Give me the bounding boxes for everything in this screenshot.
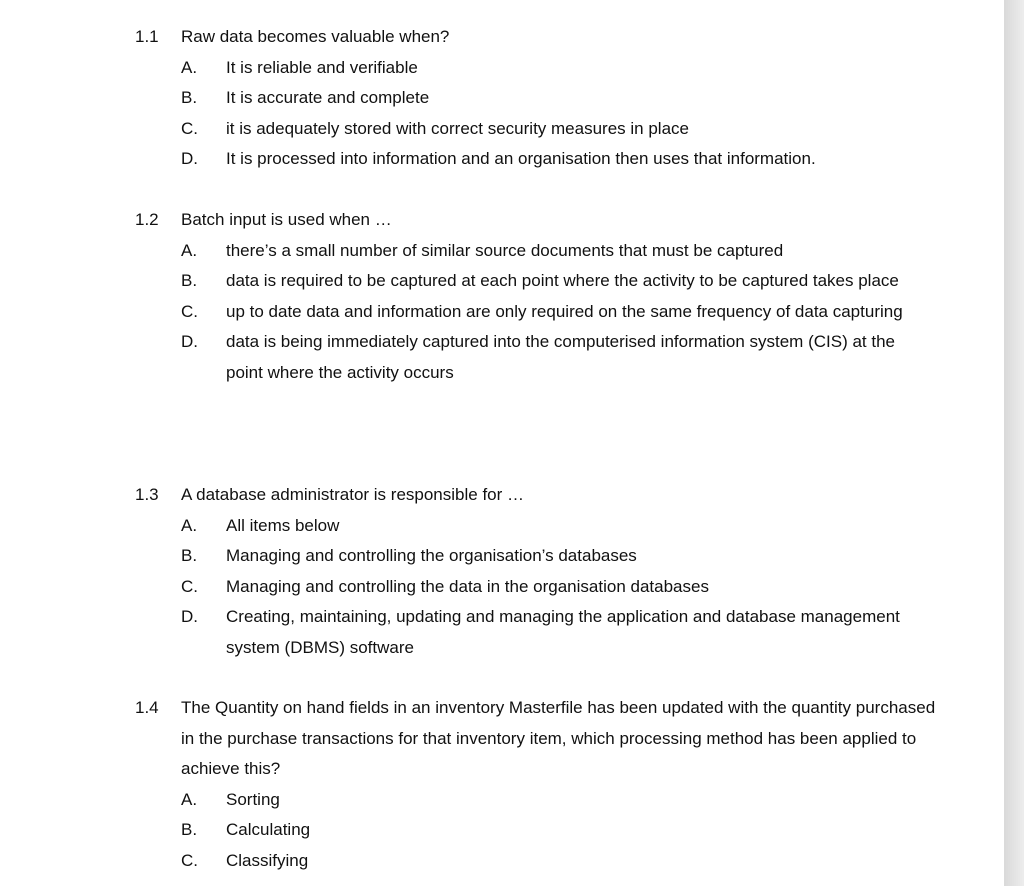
option-text: Managing and controlling the organisation’s databases (226, 546, 637, 565)
option-text: data is being immediately captured into the computerised information system (CIS) at the point where the activity occurs (226, 332, 895, 382)
question-stem (0, 22, 941, 53)
option-letter: B. (181, 271, 198, 290)
question-stem (0, 205, 941, 236)
option-b (0, 266, 906, 297)
option-text: It is processed into information and an organisation then uses that information. (226, 149, 816, 168)
option-text: data is required to be captured at each point where the activity to be captured takes place (226, 271, 899, 290)
option-b (0, 541, 906, 572)
option-c (0, 114, 906, 145)
option-letter: C. (181, 576, 198, 596)
option-letter: B. (181, 820, 198, 839)
option-letter: A. (181, 57, 198, 77)
option-text: Managing and controlling the data in the organisation databases (226, 576, 709, 596)
question-1-4 (0, 693, 1004, 876)
option-letter: C. (181, 850, 198, 870)
question-1-1 (0, 22, 1004, 175)
option-d (0, 327, 906, 388)
option-a (0, 785, 906, 816)
option-text: there’s a small number of similar source documents that must be captured (226, 240, 784, 260)
question-1-2 (0, 205, 1004, 388)
question-text: The Quantity on hand fields in an inventory Masterfile has been updated with the quantity purchased in the purchase transactions for that inventory item, which processing method has been applied to achieve this? (181, 698, 936, 778)
question-text: Raw data becomes valuable when? (181, 27, 450, 46)
option-c (0, 297, 906, 328)
option-text: It is accurate and complete (226, 88, 430, 107)
option-c (0, 846, 906, 877)
option-letter: B. (181, 88, 198, 107)
option-b (0, 83, 906, 114)
option-letter: D. (181, 149, 198, 168)
option-a (0, 236, 906, 267)
question-number: 1.1 (135, 27, 159, 46)
option-b (0, 815, 906, 846)
option-text: All items below (226, 515, 340, 535)
option-letter: C. (181, 301, 198, 321)
question-stem (0, 693, 941, 785)
option-letter: C. (181, 118, 198, 138)
option-letter: A. (181, 789, 198, 809)
option-text: It is reliable and verifiable (226, 57, 418, 77)
question-1-3 (0, 480, 1004, 663)
question-stem (0, 480, 941, 511)
question-text: Batch input is used when … (181, 210, 392, 229)
option-text: Creating, maintaining, updating and managing the application and database management system (DBMS) software (226, 607, 900, 657)
question-number: 1.2 (135, 210, 159, 229)
question-number: 1.3 (135, 485, 159, 504)
question-number: 1.4 (135, 698, 159, 717)
option-text: Calculating (226, 820, 311, 839)
option-letter: D. (181, 332, 198, 351)
option-d (0, 144, 906, 175)
option-text: it is adequately stored with correct security measures in place (226, 118, 689, 138)
option-text: Classifying (226, 850, 309, 870)
option-d (0, 602, 906, 663)
option-letter: D. (181, 607, 198, 626)
option-letter: B. (181, 546, 198, 565)
option-letter: A. (181, 515, 198, 535)
page-gutter (1004, 0, 1024, 886)
option-letter: A. (181, 240, 198, 260)
option-c (0, 572, 906, 603)
option-text: Sorting (226, 789, 280, 809)
option-text: up to date data and information are only required on the same frequency of data capturing (226, 301, 903, 321)
option-a (0, 53, 906, 84)
option-a (0, 511, 906, 542)
question-text: A database administrator is responsible for … (181, 485, 525, 504)
